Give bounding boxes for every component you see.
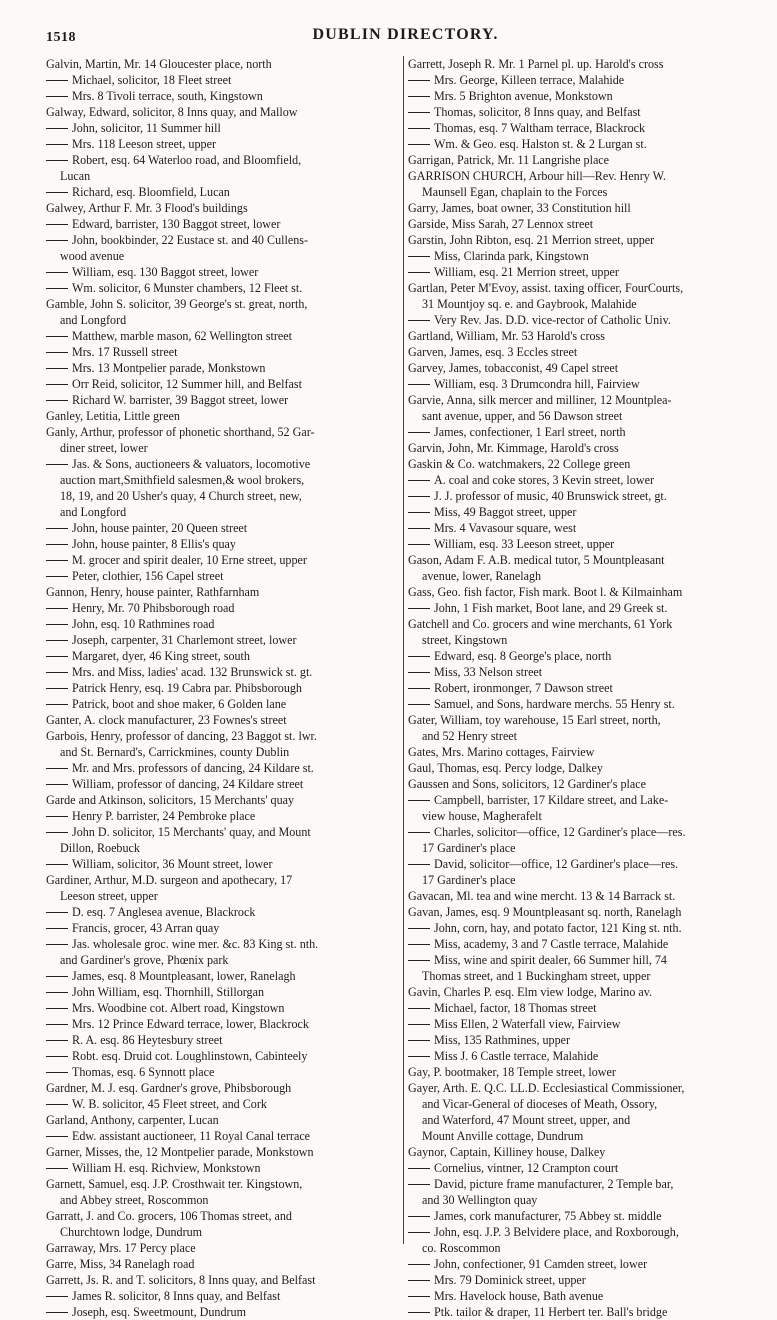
directory-subentry: Miss, 33 Nelson street (408, 664, 765, 680)
directory-entry: Gater, William, toy warehouse, 15 Earl street, north, (408, 713, 661, 727)
directory-subentry: W. B. solicitor, 45 Fleet street, and Cork (46, 1096, 404, 1112)
directory-subentry: Campbell, barrister, 17 Kildare street, and Lake- (408, 792, 765, 808)
directory-subentry: Miss Ellen, 2 Waterfall view, Fairview (408, 1016, 765, 1032)
entry-continuation: and Abbey street, Roscommon (60, 1193, 209, 1207)
directory-subentry: Richard W. barrister, 39 Baggot street, lower (46, 392, 404, 408)
directory-entry: Garnett, Samuel, esq. J.P. Crosthwait ter. Kingstown, (46, 1177, 303, 1191)
entry-continuation: diner street, lower (60, 441, 148, 455)
entry-continuation: Dillon, Roebuck (60, 841, 140, 855)
directory-subentry: Henry P. barrister, 24 Pembroke place (46, 808, 404, 824)
directory-subentry: Wm. & Geo. esq. Halston st. & 2 Lurgan st. (408, 136, 765, 152)
directory-subentry: John William, esq. Thornhill, Stillorgan (46, 984, 404, 1000)
entry-continuation: and 52 Henry street (422, 729, 518, 743)
directory-entry: Garvey, James, tobacconist, 49 Capel street (408, 361, 619, 375)
directory-subentry: Mrs. 4 Vavasour square, west (408, 520, 765, 536)
directory-subentry: John, bookbinder, 22 Eustace st. and 40 Cullens- (46, 232, 404, 248)
directory-subentry: Robt. esq. Druid cot. Loughlinstown, Cabinteely (46, 1048, 404, 1064)
directory-subentry: Miss, 49 Baggot street, upper (408, 504, 765, 520)
page-header (46, 22, 765, 56)
directory-subentry: John, esq. J.P. 3 Belvidere place, and Roxborough, (408, 1224, 765, 1240)
directory-entry: Garvie, Anna, silk mercer and milliner, 12 Mountplea- (408, 393, 672, 407)
directory-entry: Ganly, Arthur, professor of phonetic shorthand, 52 Gar- (46, 425, 315, 439)
directory-subentry: David, solicitor—office, 12 Gardiner's place—res. (408, 856, 765, 872)
directory-subentry: Mr. and Mrs. professors of dancing, 24 Kildare st. (46, 760, 404, 776)
directory-entry: Gayer, Arth. E. Q.C. LL.D. Ecclesiastical Commissioner, (408, 1081, 685, 1095)
entry-continuation: Churchtown lodge, Dundrum (60, 1225, 203, 1239)
directory-subentry: Mrs. 13 Montpelier parade, Monkstown (46, 360, 404, 376)
directory-subentry: D. esq. 7 Anglesea avenue, Blackrock (46, 904, 404, 920)
directory-subentry: Wm. solicitor, 6 Munster chambers, 12 Fleet st. (46, 280, 404, 296)
directory-entry: Garvin, John, Mr. Kimmage, Harold's cross (408, 441, 619, 455)
directory-subentry: Miss, wine and spirit dealer, 66 Summer hill, 74 (408, 952, 765, 968)
directory-entry: Garre, Miss, 34 Ranelagh road (46, 1257, 195, 1271)
directory-subentry: M. grocer and spirit dealer, 10 Erne street, upper (46, 552, 404, 568)
entry-continuation: and 30 Wellington quay (422, 1193, 538, 1207)
entry-continuation: street, Kingstown (422, 633, 508, 647)
directory-entry: Gavin, Charles P. esq. Elm view lodge, Marino av. (408, 985, 653, 999)
directory-subentry: Jas. & Sons, auctioneers & valuators, locomotive (46, 456, 404, 472)
directory-subentry: Mrs. Woodbine cot. Albert road, Kingstown (46, 1000, 404, 1016)
directory-subentry: Mrs. 79 Dominick street, upper (408, 1272, 765, 1288)
directory-entry: Garde and Atkinson, solicitors, 15 Merchants' quay (46, 793, 295, 807)
directory-subentry: William, esq. 130 Baggot street, lower (46, 264, 404, 280)
directory-subentry: Miss, Clarinda park, Kingstown (408, 248, 765, 264)
directory-subentry: John, 1 Fish market, Boot lane, and 29 Greek st. (408, 600, 765, 616)
page-title: DUBLIN DIRECTORY. (312, 26, 499, 43)
directory-subentry: John, house painter, 8 Ellis's quay (46, 536, 404, 552)
directory-subentry: Francis, grocer, 43 Arran quay (46, 920, 404, 936)
entry-continuation: 18, 19, and 20 Usher's quay, 4 Church street, new, (60, 489, 302, 503)
directory-entry: Garrett, Js. R. and T. solicitors, 8 Inns quay, and Belfast (46, 1273, 316, 1287)
directory-entry: Gates, Mrs. Marino cottages, Fairview (408, 745, 595, 759)
directory-entry: Garner, Misses, the, 12 Montpelier parade, Monkstown (46, 1145, 314, 1159)
directory-subentry: Mrs. 118 Leeson street, upper (46, 136, 404, 152)
directory-subentry: William, esq. 33 Leeson street, upper (408, 536, 765, 552)
directory-entry: Garside, Miss Sarah, 27 Lennox street (408, 217, 594, 231)
entry-continuation: view house, Magherafelt (422, 809, 542, 823)
directory-subentry: John, house painter, 20 Queen street (46, 520, 404, 536)
directory-subentry: Miss J. 6 Castle terrace, Malahide (408, 1048, 765, 1064)
directory-subentry: John, corn, hay, and potato factor, 121 King st. nth. (408, 920, 765, 936)
directory-subentry: Thomas, solicitor, 8 Inns quay, and Belfast (408, 104, 765, 120)
entry-continuation: auction mart,Smithfield salesmen,& wool brokers, (60, 473, 305, 487)
directory-subentry: Miss, academy, 3 and 7 Castle terrace, Malahide (408, 936, 765, 952)
directory-subentry: David, picture frame manufacturer, 2 Temple bar, (408, 1176, 765, 1192)
entry-continuation: 17 Gardiner's place (422, 841, 516, 855)
directory-subentry: Robert, ironmonger, 7 Dawson street (408, 680, 765, 696)
directory-subentry: Joseph, carpenter, 31 Charlemont street, lower (46, 632, 404, 648)
directory-entry: Garbois, Henry, professor of dancing, 23 Baggot st. lwr. (46, 729, 317, 743)
directory-subentry: Very Rev. Jas. D.D. vice-rector of Catholic Univ. (408, 312, 765, 328)
directory-entry: Garrett, Joseph R. Mr. 1 Parnel pl. up. Harold's cross (408, 57, 664, 71)
directory-subentry: William, esq. 21 Merrion street, upper (408, 264, 765, 280)
directory-subentry: J. J. professor of music, 40 Brunswick street, gt. (408, 488, 765, 504)
directory-subentry: Patrick Henry, esq. 19 Cabra par. Phibsborough (46, 680, 404, 696)
directory-entry: Gardiner, Arthur, M.D. surgeon and apothecary, 17 (46, 873, 293, 887)
directory-entry: Garraway, Mrs. 17 Percy place (46, 1241, 196, 1255)
directory-subentry: James R. solicitor, 8 Inns quay, and Belfast (46, 1288, 404, 1304)
entry-continuation: co. Roscommon (422, 1241, 501, 1255)
directory-entry: Ganter, A. clock manufacturer, 23 Fownes's street (46, 713, 287, 727)
directory-subentry: Margaret, dyer, 46 King street, south (46, 648, 404, 664)
directory-subentry: William, esq. 3 Drumcondra hill, Fairview (408, 376, 765, 392)
entry-continuation: and Vicar-General of dioceses of Meath, Ossory, (422, 1097, 658, 1111)
directory-subentry: William H. esq. Richview, Monkstown (46, 1160, 404, 1176)
directory-subentry: Mrs. George, Killeen terrace, Malahide (408, 72, 765, 88)
directory-entry: Gason, Adam F. A.B. medical tutor, 5 Mountpleasant (408, 553, 665, 567)
directory-entry: Gartlan, Peter M'Evoy, assist. taxing officer, FourCourts, (408, 281, 684, 295)
directory-subentry: John, esq. 10 Rathmines road (46, 616, 404, 632)
directory-subentry: John, confectioner, 91 Camden street, lower (408, 1256, 765, 1272)
directory-subentry: James, esq. 8 Mountpleasant, lower, Ranelagh (46, 968, 404, 984)
directory-subentry: William, solicitor, 36 Mount street, lower (46, 856, 404, 872)
directory-subentry: Thomas, esq. 7 Waltham terrace, Blackrock (408, 120, 765, 136)
directory-subentry: Richard, esq. Bloomfield, Lucan (46, 184, 404, 200)
page-number: 1518 (46, 30, 76, 45)
directory-entry: Gamble, John S. solicitor, 39 George's st. great, north, (46, 297, 308, 311)
directory-entry: Gaskin & Co. watchmakers, 22 College green (408, 457, 631, 471)
directory-subentry: Jas. wholesale groc. wine mer. &c. 83 King st. nth. (46, 936, 404, 952)
directory-subentry: Mrs. 8 Tivoli terrace, south, Kingstown (46, 88, 404, 104)
directory-subentry: Matthew, marble mason, 62 Wellington street (46, 328, 404, 344)
entry-continuation: wood avenue (60, 249, 125, 263)
entry-continuation: avenue, lower, Ranelagh (422, 569, 542, 583)
directory-entry: Galvin, Martin, Mr. 14 Gloucester place, north (46, 57, 272, 71)
directory-subentry: Mrs. and Miss, ladies' acad. 132 Brunswick st. gt. (46, 664, 404, 680)
directory-subentry: James, confectioner, 1 Earl street, north (408, 424, 765, 440)
directory-subentry: Mrs. 5 Brighton avenue, Monkstown (408, 88, 765, 104)
directory-entry: Galwey, Arthur F. Mr. 3 Flood's buildings (46, 201, 248, 215)
directory-subentry: Mrs. 17 Russell street (46, 344, 404, 360)
directory-entry: Galway, Edward, solicitor, 8 Inns quay, and Mallow (46, 105, 298, 119)
entry-continuation: 17 Gardiner's place (422, 873, 516, 887)
directory-subentry: Cornelius, vintner, 12 Crampton court (408, 1160, 765, 1176)
directory-entry: Garrigan, Patrick, Mr. 11 Langrishe place (408, 153, 610, 167)
directory-subentry: Ptk. tailor & draper, 11 Herbert ter. Ball's bridge (408, 1304, 765, 1320)
directory-subentry: Peter, clothier, 156 Capel street (46, 568, 404, 584)
directory-entry: Gardner, M. J. esq. Gardner's grove, Phibsborough (46, 1081, 292, 1095)
directory-subentry: Edw. assistant auctioneer, 11 Royal Canal terrace (46, 1128, 404, 1144)
directory-subentry: James, cork manufacturer, 75 Abbey st. middle (408, 1208, 765, 1224)
directory-entry: Gavacan, Ml. tea and wine mercht. 13 & 14 Barrack st. (408, 889, 676, 903)
directory-entry: Gannon, Henry, house painter, Rathfarnham (46, 585, 260, 599)
directory-subentry: Samuel, and Sons, hardware merchs. 55 Henry st. (408, 696, 765, 712)
directory-subentry: Miss, 135 Rathmines, upper (408, 1032, 765, 1048)
entry-continuation: and Gardiner's grove, Phœnix park (60, 953, 229, 967)
left-column (46, 56, 404, 1320)
directory-entry: Ganley, Letitia, Little green (46, 409, 180, 423)
directory-entry: Gatchell and Co. grocers and wine merchants, 61 York (408, 617, 673, 631)
entry-continuation: Mount Anville cottage, Dundrum (422, 1129, 584, 1143)
directory-entry: Gaynor, Captain, Killiney house, Dalkey (408, 1145, 606, 1159)
entry-continuation: and Longford (60, 505, 127, 519)
entry-continuation: and Longford (60, 313, 127, 327)
directory-subentry: R. A. esq. 86 Heytesbury street (46, 1032, 404, 1048)
directory-subentry: Patrick, boot and shoe maker, 6 Golden lane (46, 696, 404, 712)
directory-entry: GARRISON CHURCH, Arbour hill—Rev. Henry W. (408, 169, 666, 183)
entry-continuation: 31 Mountjoy sq. e. and Gaybrook, Malahide (422, 297, 637, 311)
entry-continuation: Thomas street, and 1 Buckingham street, upper (422, 969, 651, 983)
directory-subentry: Henry, Mr. 70 Phibsborough road (46, 600, 404, 616)
directory-subentry: John, solicitor, 11 Summer hill (46, 120, 404, 136)
directory-subentry: Mrs. 12 Prince Edward terrace, lower, Blackrock (46, 1016, 404, 1032)
entry-continuation: and Waterford, 47 Mount street, upper, and (422, 1113, 631, 1127)
directory-subentry: Robert, esq. 64 Waterloo road, and Bloomfield, (46, 152, 404, 168)
directory-columns (46, 56, 765, 1319)
directory-subentry: Orr Reid, solicitor, 12 Summer hill, and Belfast (46, 376, 404, 392)
directory-subentry: Michael, solicitor, 18 Fleet street (46, 72, 404, 88)
entry-continuation: sant avenue, upper, and 56 Dawson street (422, 409, 623, 423)
directory-entry: Gaul, Thomas, esq. Percy lodge, Dalkey (408, 761, 603, 775)
directory-entry: Gartland, William, Mr. 53 Harold's cross (408, 329, 605, 343)
entry-continuation: and St. Bernard's, Carrickmines, county Dublin (60, 745, 290, 759)
directory-entry: Garstin, John Ribton, esq. 21 Merrion street, upper (408, 233, 655, 247)
entry-continuation: Lucan (60, 169, 91, 183)
directory-entry: Garratt, J. and Co. grocers, 106 Thomas street, and (46, 1209, 292, 1223)
directory-entry: Gavan, James, esq. 9 Mountpleasant sq. north, Ranelagh (408, 905, 682, 919)
column-divider (403, 56, 404, 1244)
directory-subentry: John D. solicitor, 15 Merchants' quay, and Mount (46, 824, 404, 840)
directory-subentry: Charles, solicitor—office, 12 Gardiner's place—res. (408, 824, 765, 840)
directory-entry: Gaussen and Sons, solicitors, 12 Gardiner's place (408, 777, 646, 791)
directory-subentry: Michael, factor, 18 Thomas street (408, 1000, 765, 1016)
directory-entry: Garven, James, esq. 3 Eccles street (408, 345, 578, 359)
directory-subentry: Joseph, esq. Sweetmount, Dundrum (46, 1304, 404, 1320)
entry-continuation: Maunsell Egan, chaplain to the Forces (422, 185, 608, 199)
right-column (408, 56, 765, 1320)
directory-subentry: Thomas, esq. 6 Synnott place (46, 1064, 404, 1080)
directory-subentry: William, professor of dancing, 24 Kildare street (46, 776, 404, 792)
directory-subentry: Edward, esq. 8 George's place, north (408, 648, 765, 664)
directory-subentry: Mrs. Havelock house, Bath avenue (408, 1288, 765, 1304)
directory-subentry: Edward, barrister, 130 Baggot street, lower (46, 216, 404, 232)
entry-continuation: Leeson street, upper (60, 889, 158, 903)
directory-entry: Garry, James, boat owner, 33 Constitution hill (408, 201, 631, 215)
directory-entry: Gass, Geo. fish factor, Fish mark. Boot l. & Kilmainham (408, 585, 683, 599)
directory-subentry: A. coal and coke stores, 3 Kevin street, lower (408, 472, 765, 488)
directory-entry: Garland, Anthony, carpenter, Lucan (46, 1113, 219, 1127)
directory-entry: Gay, P. bootmaker, 18 Temple street, lower (408, 1065, 616, 1079)
